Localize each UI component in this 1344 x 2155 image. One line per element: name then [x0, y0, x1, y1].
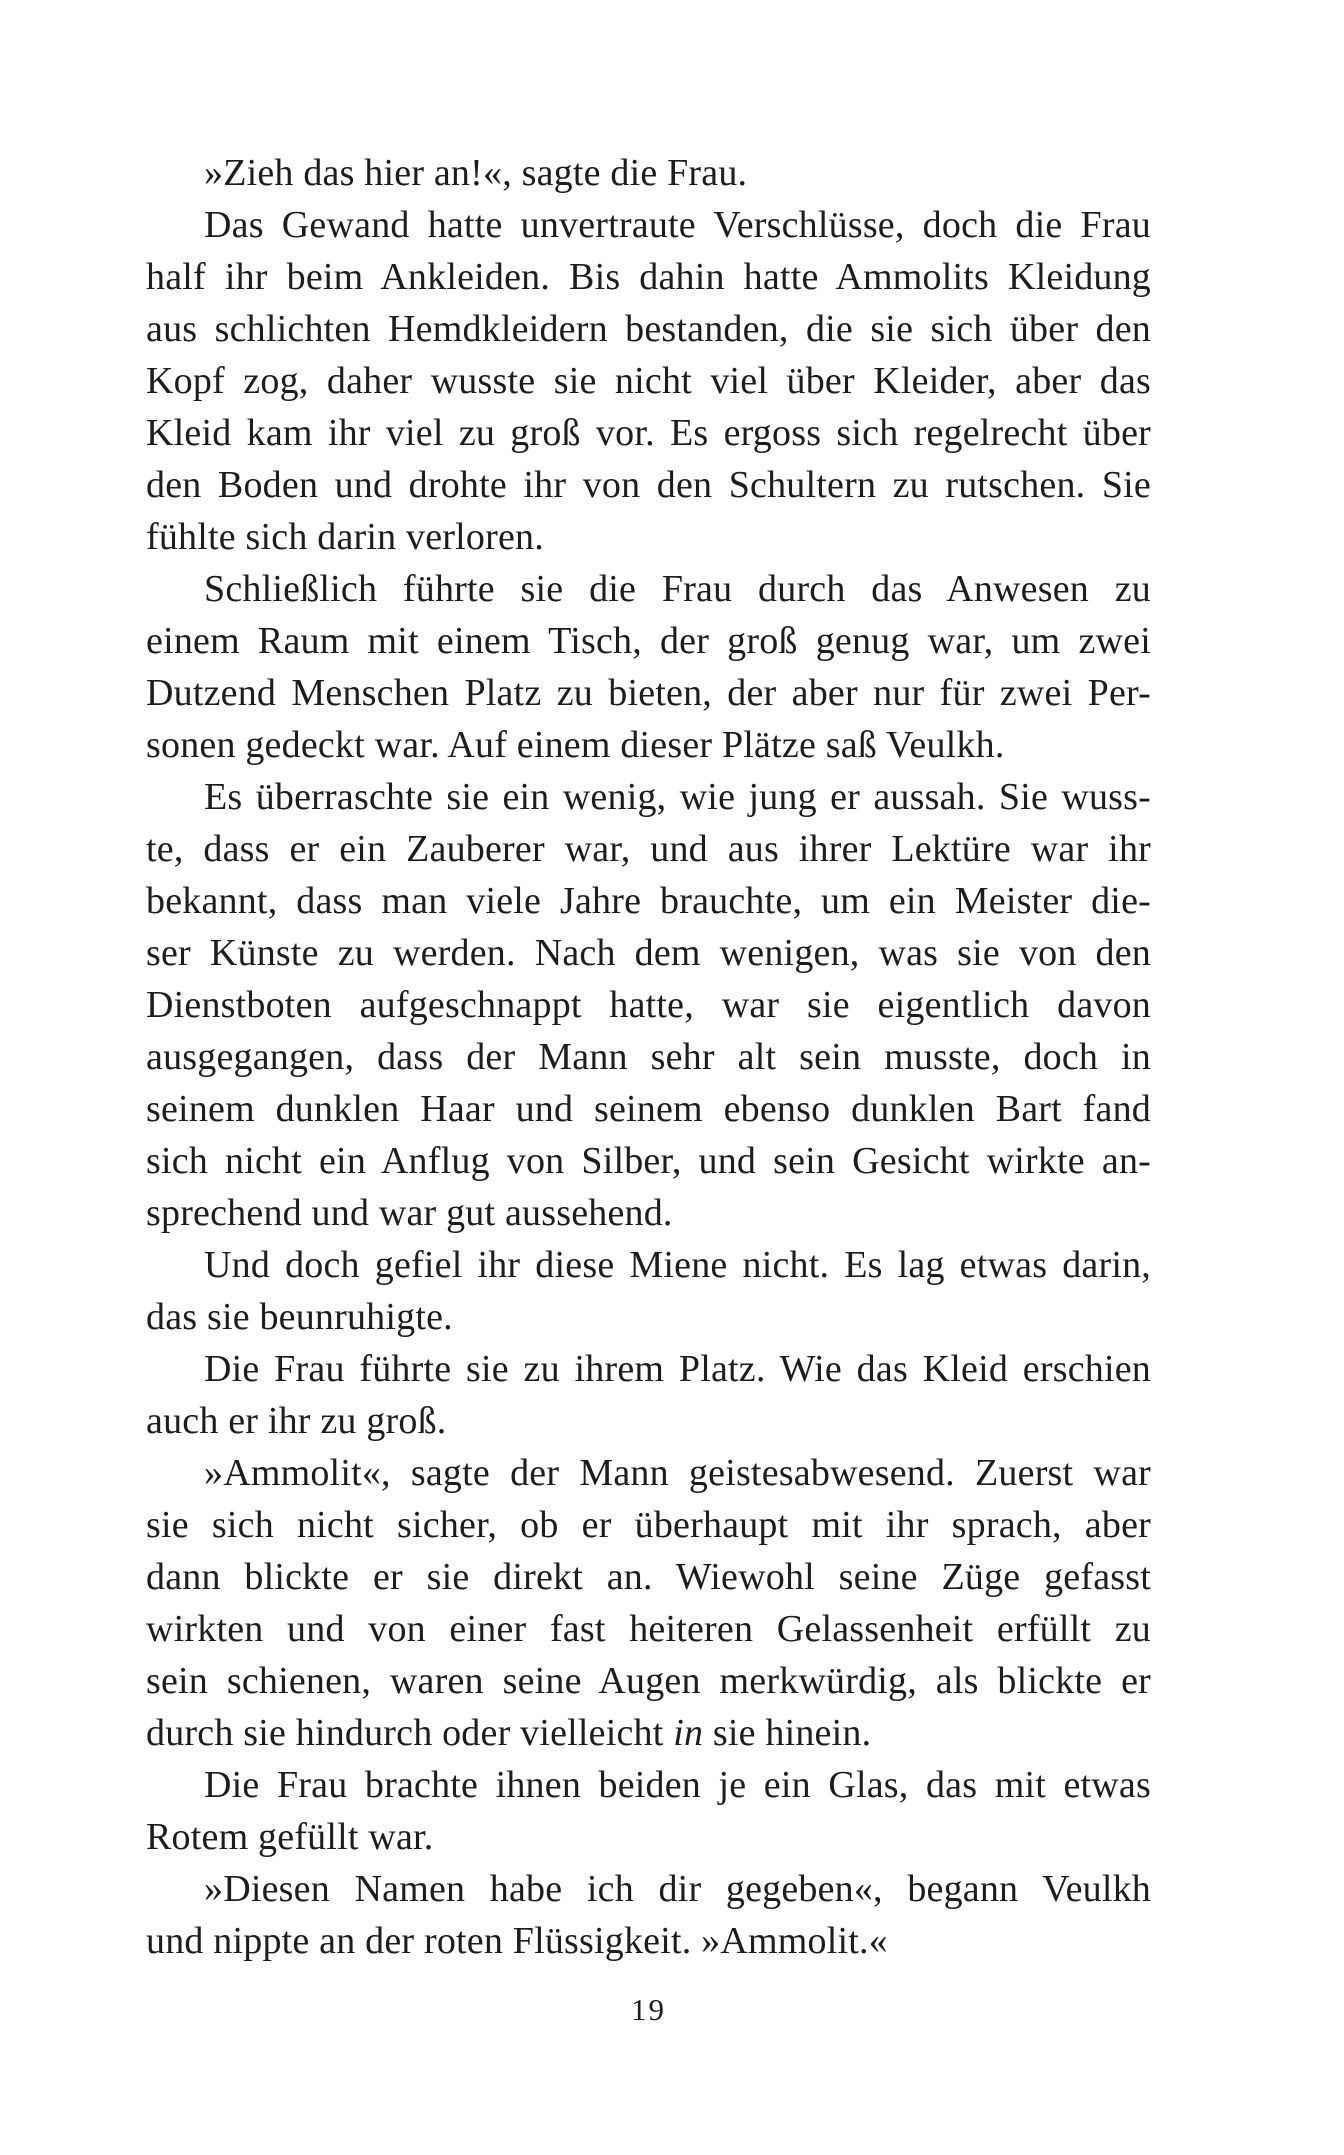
text-segment: sie hinein.	[703, 1712, 872, 1754]
paragraph	[146, 1447, 1151, 1759]
text-segment: Schließlich führte sie die Frau durch das Anwesen zu	[204, 568, 1151, 610]
text-segment: Kleid kam ihr viel zu groß vor. Es ergoss sich regelrecht über	[146, 412, 1151, 454]
text-segment: Die Frau führte sie zu ihrem Platz. Wie das Kleid erschien	[204, 1348, 1151, 1390]
text-line	[146, 303, 1151, 355]
text-segment: auch er ihr zu groß.	[146, 1400, 447, 1442]
text-line	[146, 251, 1151, 303]
text-line	[146, 1759, 1151, 1811]
text-line	[146, 771, 1151, 823]
text-segment: dann blickte er sie direkt an. Wiewohl seine Züge gefasst	[146, 1556, 1151, 1598]
text-line	[146, 1031, 1151, 1083]
text-line	[146, 1603, 1151, 1655]
text-segment: Kopf zog, daher wusste sie nicht viel über Kleider, aber das	[146, 360, 1151, 402]
text-line	[146, 1915, 1151, 1967]
text-line	[146, 1395, 1151, 1447]
text-segment: ausgegangen, dass der Mann sehr alt sein musste, doch in	[146, 1036, 1151, 1078]
text-line	[146, 407, 1151, 459]
text-line	[146, 355, 1151, 407]
text-segment: seinem dunklen Haar und seinem ebenso dunklen Bart fand	[146, 1088, 1151, 1130]
text-line	[146, 927, 1151, 979]
text-segment: sonen gedeckt war. Auf einem dieser Plätze saß Veulkh.	[146, 724, 1005, 766]
text-line	[146, 1863, 1151, 1915]
text-line	[146, 1551, 1151, 1603]
text-segment: half ihr beim Ankleiden. Bis dahin hatte Ammolits Kleidung	[146, 256, 1151, 298]
text-line	[146, 1343, 1151, 1395]
text-line	[146, 823, 1151, 875]
paragraph	[146, 1343, 1151, 1447]
text-segment: sich nicht ein Anflug von Silber, und sein Gesicht wirkte an-	[146, 1140, 1151, 1182]
text-segment: bekannt, dass man viele Jahre brauchte, um ein Meister die-	[146, 880, 1151, 922]
paragraph	[146, 147, 1151, 199]
paragraph	[146, 771, 1151, 1239]
page-number: 19	[631, 1992, 666, 2027]
text-line	[146, 1239, 1151, 1291]
text-line	[146, 875, 1151, 927]
text-line	[146, 719, 1151, 771]
text-line	[146, 199, 1151, 251]
text-line	[146, 1499, 1151, 1551]
text-segment: sein schienen, waren seine Augen merkwürdig, als blickte er	[146, 1660, 1151, 1702]
paragraph	[146, 1863, 1151, 1967]
text-segment: »Ammolit«, sagte der Mann geistesabwesend. Zuerst war	[204, 1452, 1151, 1494]
text-line	[146, 1707, 1151, 1759]
text-line	[146, 1135, 1151, 1187]
text-segment: Rotem gefüllt war.	[146, 1816, 434, 1858]
paragraph	[146, 1239, 1151, 1343]
text-segment: »Diesen Namen habe ich dir gegeben«, begann Veulkh	[204, 1868, 1151, 1910]
text-segment: Das Gewand hatte unvertraute Verschlüsse, doch die Frau	[204, 204, 1151, 246]
text-segment: Die Frau brachte ihnen beiden je ein Glas, das mit etwas	[204, 1764, 1151, 1806]
text-line	[146, 563, 1151, 615]
text-segment: das sie beunruhigte.	[146, 1296, 453, 1338]
text-line	[146, 979, 1151, 1031]
text-line	[146, 147, 1151, 199]
text-segment: Dienstboten aufgeschnappt hatte, war sie eigentlich davon	[146, 984, 1151, 1026]
text-segment: ser Künste zu werden. Nach dem wenigen, was sie von den	[146, 932, 1151, 974]
text-segment: Es überraschte sie ein wenig, wie jung er aussah. Sie wuss-	[204, 776, 1151, 818]
text-segment: sprechend und war gut aussehend.	[146, 1192, 673, 1234]
text-line	[146, 1083, 1151, 1135]
text-line	[146, 1447, 1151, 1499]
text-segment: Und doch gefiel ihr diese Miene nicht. Es lag etwas darin,	[204, 1244, 1151, 1286]
text-line	[146, 1187, 1151, 1239]
paragraph	[146, 199, 1151, 563]
text-segment: te, dass er ein Zauberer war, und aus ihrer Lektüre war ihr	[146, 828, 1151, 870]
text-segment: fühlte sich darin verloren.	[146, 516, 544, 558]
text-segment: einem Raum mit einem Tisch, der groß genug war, um zwei	[146, 620, 1151, 662]
paragraph	[146, 563, 1151, 771]
text-block	[146, 0, 1151, 1967]
text-segment: durch sie hindurch oder vielleicht	[146, 1712, 674, 1754]
text-segment: und nippte an der roten Flüssigkeit. »Ammolit.«	[146, 1920, 888, 1962]
text-segment: Dutzend Menschen Platz zu bieten, der aber nur für zwei Per-	[146, 672, 1151, 714]
text-segment: »Zieh das hier an!«, sagte die Frau.	[204, 152, 748, 194]
text-segment: den Boden und drohte ihr von den Schultern zu rutschen. Sie	[146, 464, 1151, 506]
text-line	[146, 667, 1151, 719]
text-line	[146, 1291, 1151, 1343]
text-segment: wirkten und von einer fast heiteren Gelassenheit erfüllt zu	[146, 1608, 1151, 1650]
text-line	[146, 1655, 1151, 1707]
italic-word: in	[673, 1712, 704, 1754]
text-segment: aus schlichten Hemdkleidern bestanden, die sie sich über den	[146, 308, 1151, 350]
text-segment: sie sich nicht sicher, ob er überhaupt mit ihr sprach, aber	[146, 1504, 1151, 1546]
text-line	[146, 615, 1151, 667]
text-line	[146, 459, 1151, 511]
paragraph	[146, 1759, 1151, 1863]
text-line	[146, 511, 1151, 563]
text-line	[146, 1811, 1151, 1863]
